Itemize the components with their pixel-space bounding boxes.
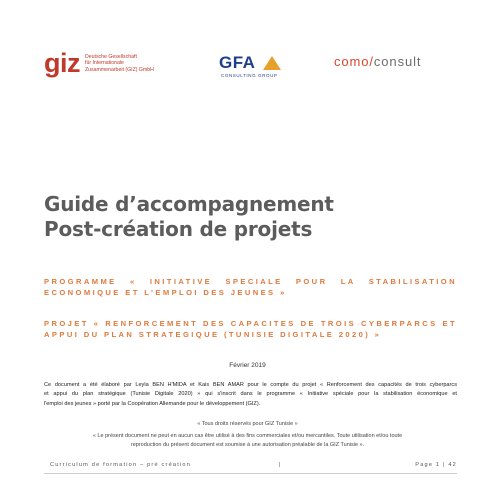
- footer-separator: |: [279, 462, 282, 468]
- paragraph-line-3: l'emploi des jeunes » porté par la Coopération Allemande pour le développement (GIZ).: [44, 400, 261, 407]
- paragraph-line-1: Ce document a été élaboré par Leyla BEN H'MIDA et Kais BEN AMAR pour le compte du projet « Renforcement des capacités de trois cyberparcs: [44, 382, 457, 388]
- projet-heading: [44, 318, 457, 340]
- gfa-triangle-icon: [263, 56, 281, 70]
- footer-page-number: Page 1 | 42: [415, 462, 457, 468]
- footer-doc-title: Curriculum de formation – pré création: [50, 462, 192, 468]
- gfa-logo-subtitle: CONSULTING GROUP: [221, 73, 278, 78]
- page-footer: [44, 462, 457, 472]
- giz-logo: [44, 50, 154, 77]
- title-line-2: Post-création de projets: [44, 217, 313, 241]
- giz-subtitle-line: für Internationale: [85, 60, 124, 67]
- como-consult-logo: [334, 54, 421, 69]
- projet-line-2: APPUI DU PLAN STRATEGIQUE (TUNISIE DIGITALE 2020) »: [44, 330, 382, 339]
- title-line-1: Guide d’accompagnement: [44, 192, 334, 216]
- como-logo-slash: /: [369, 54, 374, 69]
- projet-line-1: PROJET « RENFORCEMENT DES CAPACITES DE TROIS CYBERPARCS ET: [44, 319, 457, 328]
- gfa-logo-word: GFA: [219, 53, 256, 72]
- como-logo-part2: consult: [373, 54, 422, 69]
- paragraph-line-2: et appui du plan stratégique (Tunisie Digitale 2020) » qui s'inscrit dans le programme « Initiative spéciale pour la stabilisation économique et: [44, 391, 457, 398]
- giz-logo-subtitle: [85, 54, 154, 73]
- legal-line-2: reproduction du présent document est soumise à une autorisation préalable de la GIZ Tunisie ».: [130, 442, 365, 448]
- legal-line-1: « Le présent document ne peut en aucun cas être utilisé à des fins commerciales et/ou mercantiles. Toute utilisation et/ou toute: [92, 433, 403, 439]
- giz-logo-word: giz: [44, 48, 80, 78]
- gfa-logo: [219, 54, 283, 80]
- legal-notice: [50, 432, 445, 450]
- document-title: [44, 192, 334, 242]
- rights-notice: « Tous droits réservés pour GIZ Tunisie »: [197, 421, 298, 427]
- document-date: Février 2019: [229, 362, 266, 369]
- giz-subtitle-line: Deutsche Gesellschaft: [85, 54, 137, 61]
- footer-divider: [44, 473, 457, 474]
- programme-heading: [44, 276, 457, 298]
- programme-line-2: ECONOMIQUE ET L’EMPLOI DES JEUNES »: [44, 288, 287, 297]
- giz-subtitle-line: Zusammenarbeit (GIZ) GmbH: [85, 66, 154, 73]
- programme-line-1: PROGRAMME « INITIATIVE SPECIALE POUR LA STABILISATION: [44, 277, 457, 286]
- authorship-paragraph: [44, 381, 457, 409]
- como-logo-part1: como: [334, 54, 370, 69]
